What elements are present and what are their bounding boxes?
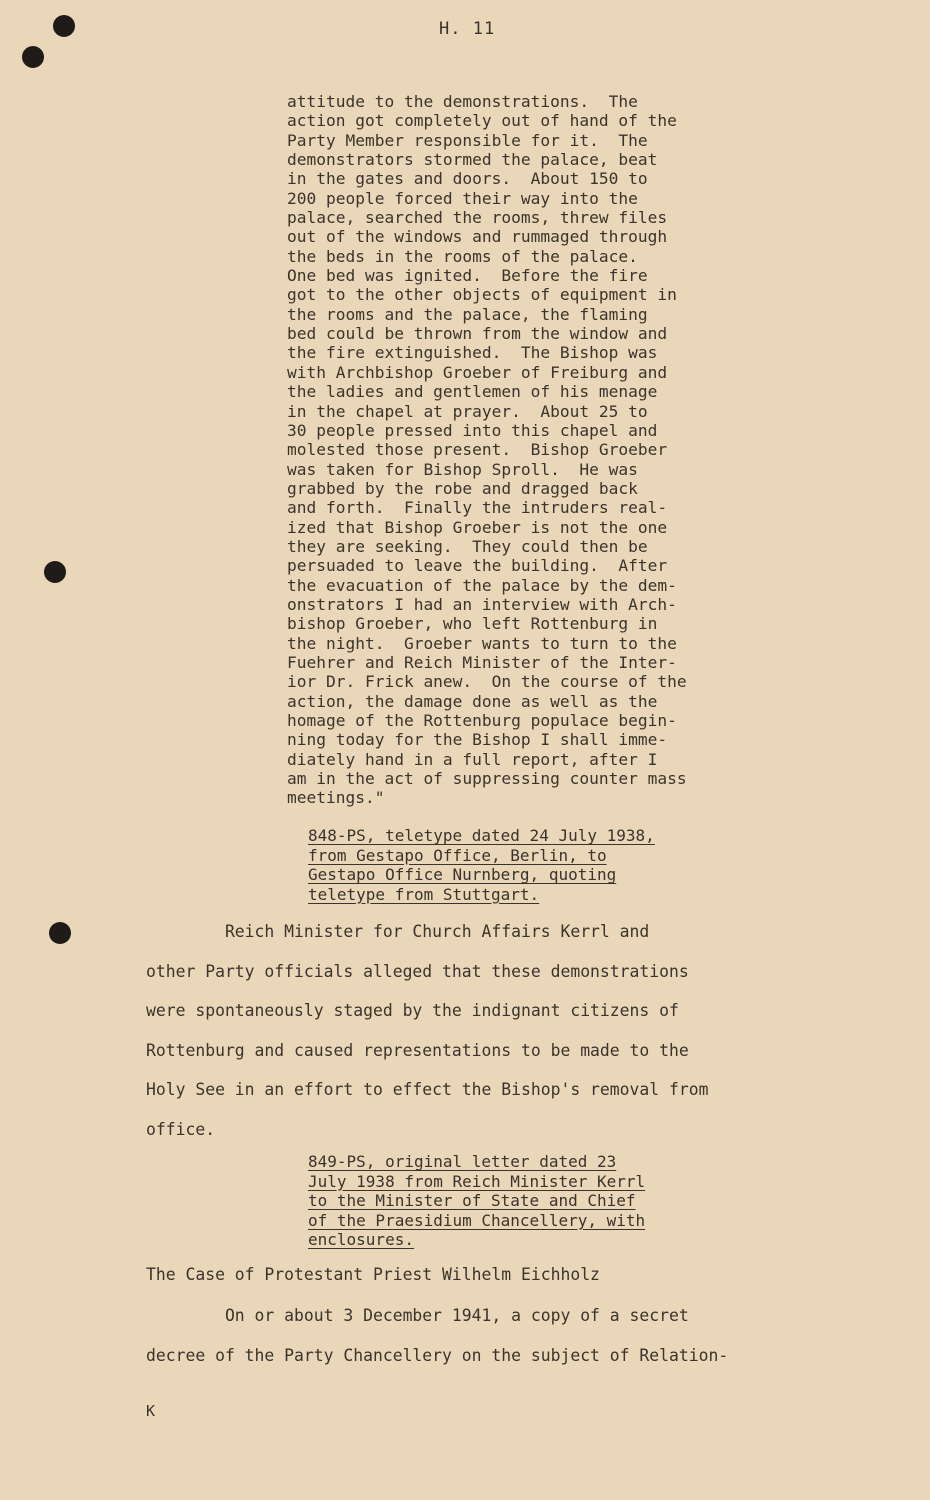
quote-line: grabbed by the robe and dragged back — [287, 478, 638, 498]
quote-line: action, the damage done as well as the — [287, 691, 658, 711]
quote-line: the evacuation of the palace by the dem- — [287, 575, 677, 595]
quote-line: was taken for Bishop Sproll. He was — [287, 459, 638, 479]
quote-line: the fire extinguished. The Bishop was — [287, 343, 658, 363]
paragraph-line: Reich Minister for Church Affairs Kerrl and — [146, 922, 650, 941]
quote-line: 200 people forced their way into the — [287, 188, 638, 208]
quote-line: the ladies and gentlemen of his menage — [287, 382, 658, 402]
quote-line: onstrators I had an interview with Arch- — [287, 594, 677, 614]
citation-line: 849-PS, original letter dated 23 — [308, 1152, 617, 1171]
quote-line: ning today for the Bishop I shall imme- — [287, 730, 668, 750]
quote-line: homage of the Rottenburg populace begin- — [287, 711, 677, 730]
quote-line: diately hand in a full report, after I — [287, 749, 658, 769]
citation-line: of the Praesidium Chancellery, with — [308, 1210, 646, 1230]
punch-hole-top-2 — [22, 46, 44, 68]
paragraph-line: Holy See in an effort to effect the Bishop's removal from — [146, 1080, 709, 1099]
citation-line: from Gestapo Office, Berlin, to — [308, 845, 607, 865]
quote-line: Fuehrer and Reich Minister of the Inter- — [287, 652, 677, 672]
quote-line: One bed was ignited. Before the fire — [287, 266, 648, 286]
paragraph-line: other Party officials alleged that these demonstrations — [146, 961, 689, 981]
quote-line: Party Member responsible for it. The — [287, 130, 648, 150]
citation-line: 848-PS, teletype dated 24 July 1938, — [308, 826, 655, 845]
quote-line: they are seeking. They could then be — [287, 536, 648, 556]
quote-line: and forth. Finally the intruders real- — [287, 498, 668, 518]
quote-line: the beds in the rooms of the palace. — [287, 246, 638, 266]
quote-line: in the chapel at prayer. About 25 to — [287, 401, 648, 421]
punch-hole-middle — [44, 561, 66, 583]
paragraph-eichholz-case — [146, 1296, 846, 1375]
quote-line: attitude to the demonstrations. The — [287, 92, 638, 111]
quote-line: molested those present. Bishop Groeber — [287, 440, 668, 460]
quote-line: with Archbishop Groeber of Freiburg and — [287, 362, 668, 382]
paragraph-line: decree of the Party Chancellery on the subject of Relation- — [146, 1345, 729, 1365]
quote-line: the rooms and the palace, the flaming — [287, 304, 648, 324]
citation-848-ps — [308, 826, 748, 904]
quote-line: ior Dr. Frick anew. On the course of the — [287, 672, 687, 692]
quote-line: bishop Groeber, who left Rottenburg in — [287, 614, 658, 634]
paragraph-line: Rottenburg and caused representations to be made to the — [146, 1040, 689, 1060]
quote-line: meetings." — [287, 788, 385, 808]
quote-line: am in the act of suppressing counter mass — [287, 769, 687, 789]
paragraph-line: On or about 3 December 1941, a copy of a secret — [146, 1306, 689, 1325]
quote-line: action got completely out of hand of the — [287, 111, 677, 131]
quote-line: the night. Groeber wants to turn to the — [287, 633, 677, 653]
quote-line: got to the other objects of equipment in — [287, 285, 677, 305]
citation-line: to the Minister of State and Chief — [308, 1191, 636, 1210]
quote-line: persuaded to leave the building. After — [287, 556, 668, 576]
citation-line: enclosures. — [308, 1230, 414, 1249]
punch-hole-top-1 — [53, 15, 75, 37]
quoted-teletype-text — [287, 92, 767, 808]
punch-hole-lower — [49, 922, 71, 944]
quote-line: 30 people pressed into this chapel and — [287, 420, 658, 440]
quote-line: palace, searched the rooms, threw files — [287, 208, 668, 228]
citation-line: Gestapo Office Nurnberg, quoting — [308, 865, 617, 884]
paragraph-kerrl-allegations — [146, 912, 846, 1149]
quote-line: bed could be thrown from the window and — [287, 324, 668, 344]
section-heading: The Case of Protestant Priest Wilhelm Eichholz — [146, 1265, 600, 1284]
quote-line: ized that Bishop Groeber is not the one — [287, 517, 668, 537]
page-number: H. 11 — [439, 19, 496, 39]
paragraph-line: office. — [146, 1119, 216, 1139]
quote-line: out of the windows and rummaged through — [287, 227, 668, 247]
paragraph-line: were spontaneously staged by the indignant citizens of — [146, 1001, 679, 1020]
citation-line: July 1938 from Reich Minister Kerrl — [308, 1171, 646, 1191]
citation-849-ps — [308, 1152, 748, 1250]
quote-line: in the gates and doors. About 150 to — [287, 169, 648, 189]
quote-line: demonstrators stormed the palace, beat — [287, 150, 658, 170]
footer-mark: K — [146, 1402, 156, 1420]
citation-line: teletype from Stuttgart. — [308, 884, 540, 904]
